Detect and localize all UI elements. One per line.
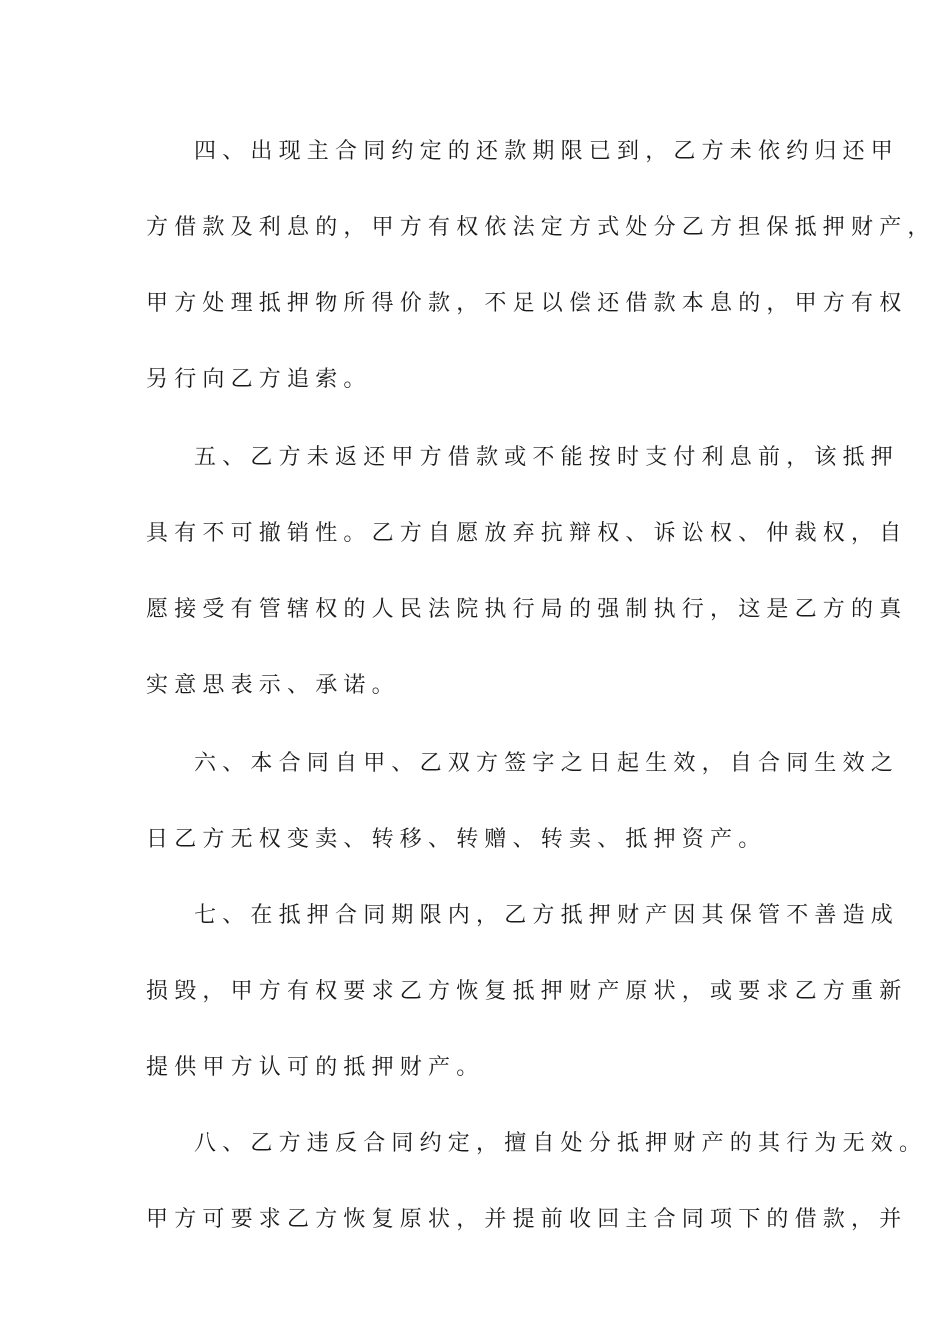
paragraph-6-line-1: 六、本合同自甲、乙双方签字之日起生效，自合同生效之 — [194, 751, 900, 776]
paragraph-4-line-3: 甲方处理抵押物所得价款，不足以偿还借款本息的，甲方有权 — [146, 291, 908, 316]
paragraph-8-line-2: 甲方可要求乙方恢复原状，并提前收回主合同项下的借款，并 — [146, 1207, 908, 1232]
paragraph-8-line-1: 八、乙方违反合同约定，擅自处分抵押财产的其行为无效。 — [194, 1131, 928, 1156]
paragraph-5-line-2: 具有不可撤销性。乙方自愿放弃抗辩权、诉讼权、仲裁权，自 — [146, 521, 908, 546]
paragraph-4-line-2: 方借款及利息的，甲方有权依法定方式处分乙方担保抵押财产， — [146, 215, 936, 240]
paragraph-5-line-3: 愿接受有管辖权的人民法院执行局的强制执行，这是乙方的真 — [146, 597, 908, 622]
paragraph-7-line-3: 提供甲方认可的抵押财产。 — [146, 1055, 485, 1080]
paragraph-4-line-4: 另行向乙方追索。 — [146, 367, 372, 392]
paragraph-6-line-2: 日乙方无权变卖、转移、转赠、转卖、抵押资产。 — [146, 827, 767, 852]
paragraph-7-line-1: 七、在抵押合同期限内，乙方抵押财产因其保管不善造成 — [194, 903, 900, 928]
paragraph-5-line-4: 实意思表示、承诺。 — [146, 673, 400, 698]
paragraph-5-line-1: 五、乙方未返还甲方借款或不能按时支付利息前，该抵押 — [194, 445, 900, 470]
paragraph-4-line-1: 四、出现主合同约定的还款期限已到，乙方未依约归还甲 — [194, 139, 900, 164]
paragraph-7-line-2: 损毁，甲方有权要求乙方恢复抵押财产原状，或要求乙方重新 — [146, 979, 908, 1004]
